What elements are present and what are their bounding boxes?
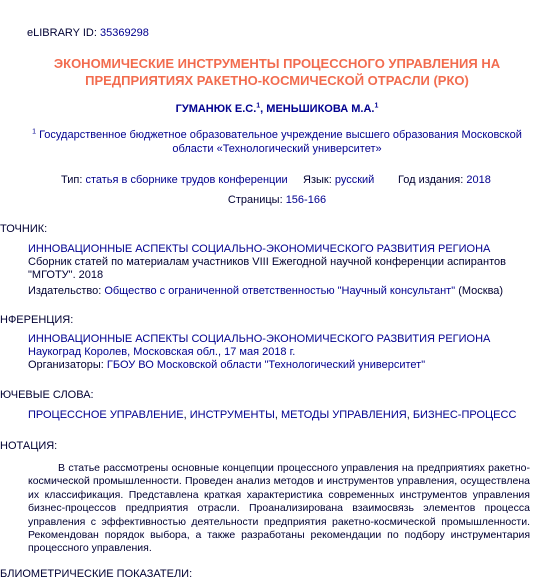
meta-type (61, 174, 288, 186)
article-title (0, 55, 554, 89)
pages-value: 156-166 (285, 194, 327, 206)
affiliation-line-2: области «Технологический университет» (172, 143, 382, 155)
elibrary-id-value: 35369298 (99, 27, 149, 39)
type-label: Тип: (61, 174, 83, 186)
organizers-row (28, 359, 490, 372)
conference-title-link[interactable]: ИННОВАЦИОННЫЕ АСПЕКТЫ СОЦИАЛЬНО-ЭКОНОМИЧЕСКОГО РАЗВИТИЯ РЕГИОНА (28, 333, 491, 345)
keywords-heading: ЮЧЕВЫЕ СЛОВА: (0, 389, 94, 401)
publisher-city: (Москва) (458, 285, 504, 297)
affiliation (0, 128, 554, 156)
affiliation-line-1: Государственное бюджетное образовательное учреждение высшего образования Московской (39, 129, 522, 141)
conference-heading: НФЕРЕНЦИЯ: (0, 314, 74, 326)
conference-place: Наукоград Королев, Московская обл., 17 мая 2018 г. (28, 346, 296, 358)
keyword-link[interactable]: ИНСТРУМЕНТЫ (189, 409, 275, 421)
affiliation-sup: 1 (32, 128, 36, 136)
meta-year (398, 174, 491, 186)
author-link[interactable]: МЕНЬШИКОВА М.А.$^1$ (266, 102, 379, 115)
meta-language (303, 174, 374, 186)
authors: ГУМАНЮК Е.С.$^1$, МЕНЬШИКОВА М.А.$^1$ (175, 102, 379, 115)
keywords-list: ПРОЦЕССНОЕ УПРАВЛЕНИЕ, ИНСТРУМЕНТЫ, МЕТОДЫ УПРАВЛЕНИЯ, БИЗНЕС-ПРОЦЕСС (28, 409, 517, 421)
pages-label: Страницы: (227, 194, 283, 206)
article-title-line-2: ПРЕДПРИЯТИЯХ РАКЕТНО-КОСМИЧЕСКОЙ ОТРАСЛИ (РКО) (85, 73, 469, 88)
keyword-link[interactable]: БИЗНЕС-ПРОЦЕСС (412, 409, 517, 421)
elibrary-id-row (27, 27, 149, 39)
year-value: 2018 (466, 174, 491, 186)
organizers-link[interactable]: ГБОУ ВО Московской области "Технологический университет" (106, 359, 426, 371)
annotation-heading: НОТАЦИЯ: (0, 440, 58, 452)
publisher-link[interactable]: Общество с ограниченной ответственностью "Научный консультант" (104, 285, 456, 297)
source-desc-line-2: "МГОТУ". 2018 (28, 269, 104, 281)
source-heading: ТОЧНИК: (0, 223, 48, 235)
elibrary-id-label: eLIBRARY ID: (27, 27, 97, 39)
organizers-label: Организаторы: (28, 359, 104, 371)
keyword-link[interactable]: ПРОЦЕССНОЕ УПРАВЛЕНИЕ (28, 409, 184, 421)
publisher-label: Издательство: (28, 285, 102, 297)
year-label: Год издания: (398, 174, 464, 186)
bibliometrics-heading: БЛИОМЕТРИЧЕСКИЕ ПОКАЗАТЕЛИ: (0, 568, 193, 580)
author-link[interactable]: ГУМАНЮК Е.С.$^1$ (175, 102, 261, 115)
source-title-link[interactable]: ИННОВАЦИОННЫЕ АСПЕКТЫ СОЦИАЛЬНО-ЭКОНОМИЧЕСКОГО РАЗВИТИЯ РЕГИОНА (28, 243, 491, 255)
annotation-text: В статье рассмотрены основные концепции процессного управления на предприятиях ракетно-космической промышленности. Проведен анализ методов и инструментов управления, осуществлена их классификация. Представлена краткая характеристика современных инструментов управления бизнес-процессов предприятия отрасли. Проанализирована взаимосвязь элементов процесса управления с эффективностью деятельности предприятия ракетно-космической промышленности. Рекомендован порядок выбора, а также разработаны рекомендации по подбору инструментария процессного управления. (28, 462, 530, 555)
meta-pages (0, 194, 554, 206)
source-desc-line-1: Сборник статей по материалам участников VIII Ежегодной научной конференции аспирантов (28, 256, 506, 268)
language-label: Язык: (303, 174, 332, 186)
keyword-link[interactable]: МЕТОДЫ УПРАВЛЕНИЯ (281, 409, 407, 421)
article-title-line-1: ЭКОНОМИЧЕСКИЕ ИНСТРУМЕНТЫ ПРОЦЕССНОГО УПРАВЛЕНИЯ НА (53, 56, 501, 71)
publisher-row (28, 285, 506, 298)
source-block (28, 243, 506, 298)
conference-block (28, 333, 490, 372)
language-value: русский (334, 174, 375, 186)
type-value: статья в сборнике трудов конференции (85, 174, 288, 186)
